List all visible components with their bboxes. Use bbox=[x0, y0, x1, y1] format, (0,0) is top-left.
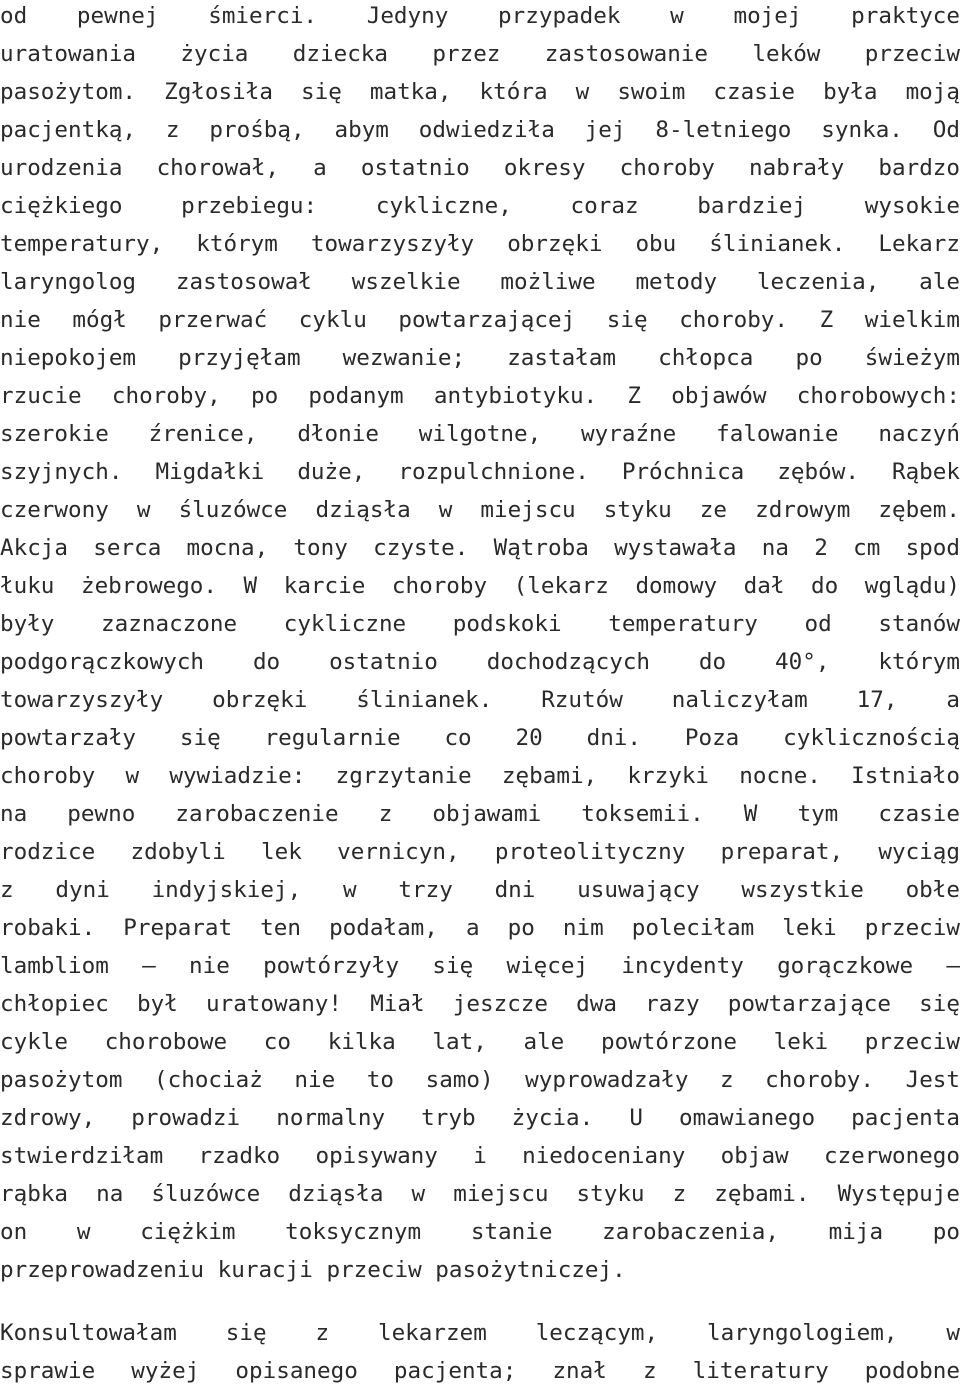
text-line: cykle chorobowe co kilka lat, ale powtórzone leki przeciw bbox=[0, 1029, 960, 1055]
text-line: były zaznaczone cykliczne podskoki temperatury od stanów bbox=[0, 611, 960, 637]
text-line: rzucie choroby, po podanym antybiotyku. Z objawów chorobowych: bbox=[0, 383, 960, 409]
text-line: podgorączkowych do ostatnio dochodzących do 40°, którym bbox=[0, 649, 960, 675]
text-line: zdrowy, prowadzi normalny tryb życia. U omawianego pacjenta bbox=[0, 1105, 960, 1131]
text-line: czerwony w śluzówce dziąsła w miejscu styku ze zdrowym zębem. bbox=[0, 497, 960, 523]
text-line: pasożytom. Zgłosiła się matka, która w swoim czasie była moją bbox=[0, 79, 960, 105]
text-line: rodzice zdobyli lek vernicyn, proteolityczny preparat, wyciąg bbox=[0, 839, 960, 865]
text-line: lambliom – nie powtórzyły się więcej incydenty gorączkowe – bbox=[0, 953, 960, 979]
text-line: uratowania życia dziecka przez zastosowanie leków przeciw bbox=[0, 41, 960, 67]
text-line: z dyni indyjskiej, w trzy dni usuwający wszystkie obłe bbox=[0, 877, 960, 903]
text-line: towarzyszyły obrzęki ślinianek. Rzutów naliczyłam 17, a bbox=[0, 687, 960, 713]
text-line: na pewno zarobaczenie z objawami toksemii. W tym czasie bbox=[0, 801, 960, 827]
text-line: sprawie wyżej opisanego pacjenta; znał z literatury podobne bbox=[0, 1358, 960, 1384]
text-line: laryngolog zastosował wszelkie możliwe metody leczenia, ale bbox=[0, 269, 960, 295]
text-line: on w ciężkim toksycznym stanie zarobaczenia, mija po bbox=[0, 1219, 960, 1245]
text-line: temperatury, którym towarzyszyły obrzęki obu ślinianek. Lekarz bbox=[0, 231, 960, 257]
text-line: urodzenia chorował, a ostatnio okresy choroby nabrały bardzo bbox=[0, 155, 960, 181]
text-line: Akcja serca mocna, tony czyste. Wątroba wystawała na 2 cm spod bbox=[0, 535, 960, 561]
text-line: powtarzały się regularnie co 20 dni. Poza cyklicznością bbox=[0, 725, 960, 751]
text-line: Konsultowałam się z lekarzem leczącym, laryngologiem, w bbox=[0, 1320, 960, 1346]
text-line: przeprowadzeniu kuracji przeciw pasożytniczej. bbox=[0, 1257, 626, 1283]
text-line: stwierdziłam rzadko opisywany i niedoceniany objaw czerwonego bbox=[0, 1143, 960, 1169]
text-line: choroby w wywiadzie: zgrzytanie zębami, krzyki nocne. Istniało bbox=[0, 763, 960, 789]
text-line: ciężkiego przebiegu: cykliczne, coraz bardziej wysokie bbox=[0, 193, 960, 219]
text-line: rąbka na śluzówce dziąsła w miejscu styku z zębami. Występuje bbox=[0, 1181, 960, 1207]
text-line: niepokojem przyjęłam wezwanie; zastałam chłopca po świeżym bbox=[0, 345, 960, 371]
text-line: nie mógł przerwać cyklu powtarzającej się choroby. Z wielkim bbox=[0, 307, 960, 333]
text-line: chłopiec był uratowany! Miał jeszcze dwa razy powtarzające się bbox=[0, 991, 960, 1017]
text-line: pacjentką, z prośbą, abym odwiedziła jej 8-letniego synka. Od bbox=[0, 117, 960, 143]
text-line: szerokie źrenice, dłonie wilgotne, wyraźne falowanie naczyń bbox=[0, 421, 960, 447]
text-line: łuku żebrowego. W karcie choroby (lekarz domowy dał do wglądu) bbox=[0, 573, 960, 599]
text-line: szyjnych. Migdałki duże, rozpulchnione. Próchnica zębów. Rąbek bbox=[0, 459, 960, 485]
text-line: pasożytom (chociaż nie to samo) wyprowadzały z choroby. Jest bbox=[0, 1067, 960, 1093]
text-line: od pewnej śmierci. Jedyny przypadek w mojej praktyce bbox=[0, 3, 960, 29]
text-line: robaki. Preparat ten podałam, a po nim poleciłam leki przeciw bbox=[0, 915, 960, 941]
